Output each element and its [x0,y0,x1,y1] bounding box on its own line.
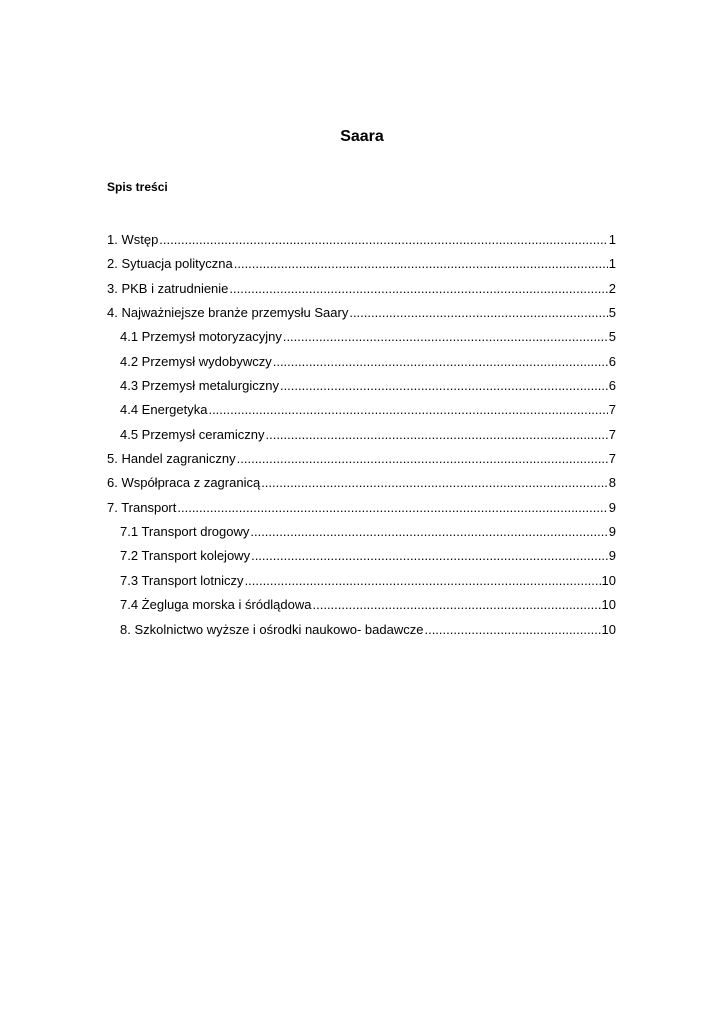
toc-entry-text: 4. Najważniejsze branże przemysłu Saary [107,305,349,321]
toc-dot-leader [250,520,607,544]
toc-entry[interactable] [107,544,616,568]
toc-dot-leader [245,569,601,593]
toc-entry-text: 7.1 Transport drogowy [120,524,250,540]
toc-entry[interactable] [107,325,616,349]
toc-entry[interactable] [107,618,616,642]
toc-dot-leader [159,228,607,252]
toc-entry-page-number: 2 [608,280,616,296]
toc-dot-leader [177,496,607,520]
toc-dot-leader [273,350,608,374]
toc-dot-leader [265,423,607,447]
toc-entry[interactable] [107,277,616,301]
toc-entry-page-number: 9 [608,524,616,540]
toc-entry-text: 4.2 Przemysł wydobywczy [120,353,272,369]
toc-entry[interactable] [107,398,616,422]
toc-entry[interactable] [107,423,616,447]
toc-entry[interactable] [107,301,616,325]
toc-entry-text: 4.5 Przemysł ceramiczny [120,426,265,442]
toc-entry-page-number: 6 [608,353,616,369]
toc-entry-page-number: 7 [608,451,616,467]
toc-entry[interactable] [107,520,616,544]
toc-entry-page-number: 1 [608,232,616,247]
document-title: Saara [340,128,384,145]
toc-entry-page-number: 7 [608,426,616,442]
toc-entry[interactable] [107,569,616,593]
toc-heading: Spis treści [107,180,168,194]
toc-entry-text: 4.4 Energetyka [120,402,208,418]
toc-dot-leader [283,325,608,349]
toc-entry[interactable] [107,252,616,276]
toc-entry-text: 7.4 Żegluga morska i śródlądowa [120,597,312,613]
toc-entry-page-number: 10 [601,621,616,637]
toc-dot-leader [251,544,608,568]
toc-entry-page-number: 8 [608,475,616,491]
toc-dot-leader [229,277,607,301]
toc-entry-page-number: 1 [608,256,616,272]
toc-entry-page-number: 10 [601,572,616,588]
toc-entry[interactable] [107,228,616,252]
toc-entry-text: 1. Wstęp [107,232,159,247]
toc-entry-text: 5. Handel zagraniczny [107,451,236,467]
toc-entry[interactable] [107,471,616,495]
toc-entry-page-number: 9 [608,548,616,564]
toc-dot-leader [261,471,608,495]
toc-entry[interactable] [107,496,616,520]
toc-entry-text: 6. Współpraca z zagranicą [107,475,261,491]
toc-entry-page-number: 6 [608,378,616,394]
toc-entry-page-number: 5 [608,329,616,345]
toc-entry-text: 8. Szkolnictwo wyższe i ośrodki naukowo- badawcze [120,621,424,637]
toc-entry-text: 4.3 Przemysł metalurgiczny [120,378,279,394]
toc-entry-text: 7. Transport [107,499,177,515]
toc-entry-text: 2. Sytuacja polityczna [107,256,233,272]
toc-entry-page-number: 7 [608,402,616,418]
toc-entry-page-number: 10 [601,597,616,613]
table-of-contents [107,228,616,642]
toc-entry-text: 3. PKB i zatrudnienie [107,280,229,296]
toc-dot-leader [208,398,607,422]
toc-dot-leader [234,252,608,276]
toc-entry-page-number: 5 [608,305,616,321]
toc-dot-leader [237,447,608,471]
toc-entry[interactable] [107,593,616,617]
toc-entry-text: 4.1 Przemysł motoryzacyjny [120,329,282,345]
toc-entry[interactable] [107,374,616,398]
toc-dot-leader [424,618,600,642]
toc-dot-leader [349,301,607,325]
toc-dot-leader [313,593,601,617]
toc-entry-text: 7.3 Transport lotniczy [120,572,244,588]
toc-entry-text: 7.2 Transport kolejowy [120,548,251,564]
toc-dot-leader [280,374,608,398]
toc-entry-page-number: 9 [608,499,616,515]
toc-entry[interactable] [107,350,616,374]
toc-entry[interactable] [107,447,616,471]
